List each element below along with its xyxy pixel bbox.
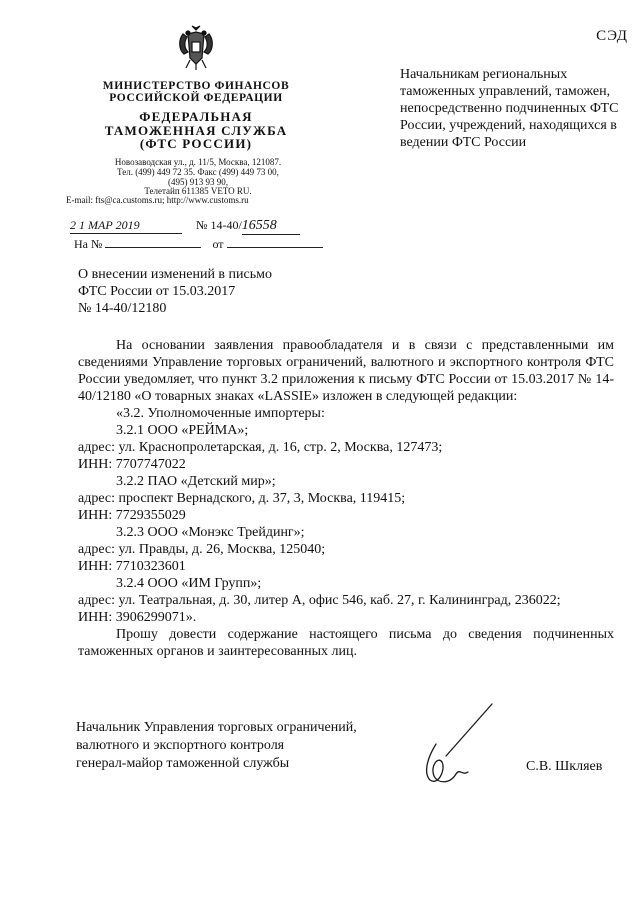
address-line: Новозаводская ул., д. 11/5, Москва, 121087. bbox=[114, 157, 282, 167]
ministry-line-1: МИНИСТЕРСТВО ФИНАНСОВ bbox=[102, 80, 290, 92]
letter-subject bbox=[78, 266, 338, 317]
ministry-name bbox=[66, 80, 326, 104]
signatory-title-line-2: валютного и экспортного контроля bbox=[76, 738, 285, 753]
from-blank bbox=[227, 247, 323, 248]
importer-inn: ИНН: 7710323601 bbox=[78, 559, 186, 574]
teletype-line: Телетайп 611385 VETO RU. bbox=[144, 186, 252, 196]
importer-name: 3.2.3 ООО «Монэкс Трейдинг»; bbox=[116, 525, 305, 540]
importer-address: адрес: ул. Краснопролетарская, д. 16, стр. 2, Москва, 127473; bbox=[78, 440, 443, 455]
handwritten-signature bbox=[416, 700, 496, 796]
subject-line-1: О внесении изменений в письмо bbox=[78, 267, 272, 282]
signatory-title-line-1: Начальник Управления торговых ограничений, bbox=[76, 720, 357, 735]
ministry-line-2: РОССИЙСКОЙ ФЕДЕРАЦИИ bbox=[109, 92, 283, 104]
reference-line bbox=[74, 237, 323, 252]
number-handwritten: 16558 bbox=[242, 218, 300, 235]
importer-name: 3.2.2 ПАО «Детский мир»; bbox=[116, 474, 276, 489]
state-emblem-icon bbox=[174, 24, 218, 72]
importer-address: адрес: ул. Театральная, д. 30, литер А, офис 546, каб. 27, г. Калининград, 236022; bbox=[78, 593, 561, 608]
registration-number bbox=[196, 218, 300, 235]
signatory-title bbox=[76, 719, 406, 773]
importer-inn: ИНН: 7729355029 bbox=[78, 508, 186, 523]
closing-paragraph: Прошу довести содержание настоящего письма до сведения подчиненных таможенных органов и заинтересованных лиц. bbox=[78, 627, 614, 659]
importer-name: 3.2.4 ООО «ИМ Групп»; bbox=[116, 576, 262, 591]
section-title: «3.2. Уполномоченные импортеры: bbox=[116, 406, 325, 421]
on-number-label: На № bbox=[74, 237, 103, 251]
signatory-title-line-3: генерал-майор таможенной службы bbox=[76, 756, 290, 771]
signatory-name: С.В. Шкляев bbox=[526, 759, 603, 774]
subject-line-2: ФТС России от 15.03.2017 bbox=[78, 284, 236, 299]
on-number-blank bbox=[105, 247, 201, 248]
importer-address: адрес: проспект Вернадского, д. 37, 3, Москва, 119415; bbox=[78, 491, 406, 506]
number-value: 14-40/ bbox=[210, 218, 242, 232]
importer-inn: ИНН: 7707747022 bbox=[78, 457, 186, 472]
importer-inn: ИНН: 3906299071». bbox=[78, 610, 197, 625]
intro-paragraph: На основании заявления правообладателя и в связи с представленными им сведениями Управление торговых ограничений, валютного и экспортного контроля ФТС России уведомляет, что пункт 3.2 приложения к письму ФТС России от 15.03.2017 № 14-40/12180 «О товарных знаках «LASSIE» изложен в следующей редакции: bbox=[78, 338, 614, 404]
service-line-2: ТАМОЖЕННАЯ СЛУЖБА bbox=[104, 122, 288, 138]
email-line: E-mail: fts@ca.customs.ru; http://www.customs.ru bbox=[66, 195, 249, 205]
service-line-1: ФЕДЕРАЛЬНАЯ bbox=[139, 109, 253, 124]
from-label: от bbox=[212, 237, 224, 251]
registration-date bbox=[70, 218, 182, 234]
phone-line: Тел. (499) 449 72 35. Факс (499) 449 73 00, bbox=[117, 167, 279, 177]
importer-address: адрес: ул. Правды, д. 26, Москва, 125040; bbox=[78, 542, 326, 557]
phone-line-2: (495) 913 93 90, bbox=[168, 177, 228, 187]
letter-body bbox=[78, 337, 614, 660]
date-value: 2 1 МАР 2019 bbox=[70, 218, 182, 234]
subject-line-3: № 14-40/12180 bbox=[78, 301, 167, 316]
addressee-block: Начальникам региональных таможенных управлений, таможен, непосредственно подчиненных ФТС России, учреждений, находящихся в ведении ФТС России bbox=[400, 67, 619, 150]
number-label: № bbox=[196, 218, 208, 232]
importer-name: 3.2.1 ООО «РЕЙМА»; bbox=[116, 423, 249, 438]
service-name bbox=[66, 110, 326, 151]
service-line-3: (ФТС РОССИИ) bbox=[139, 136, 253, 151]
document-system-mark: СЭД bbox=[596, 28, 628, 44]
